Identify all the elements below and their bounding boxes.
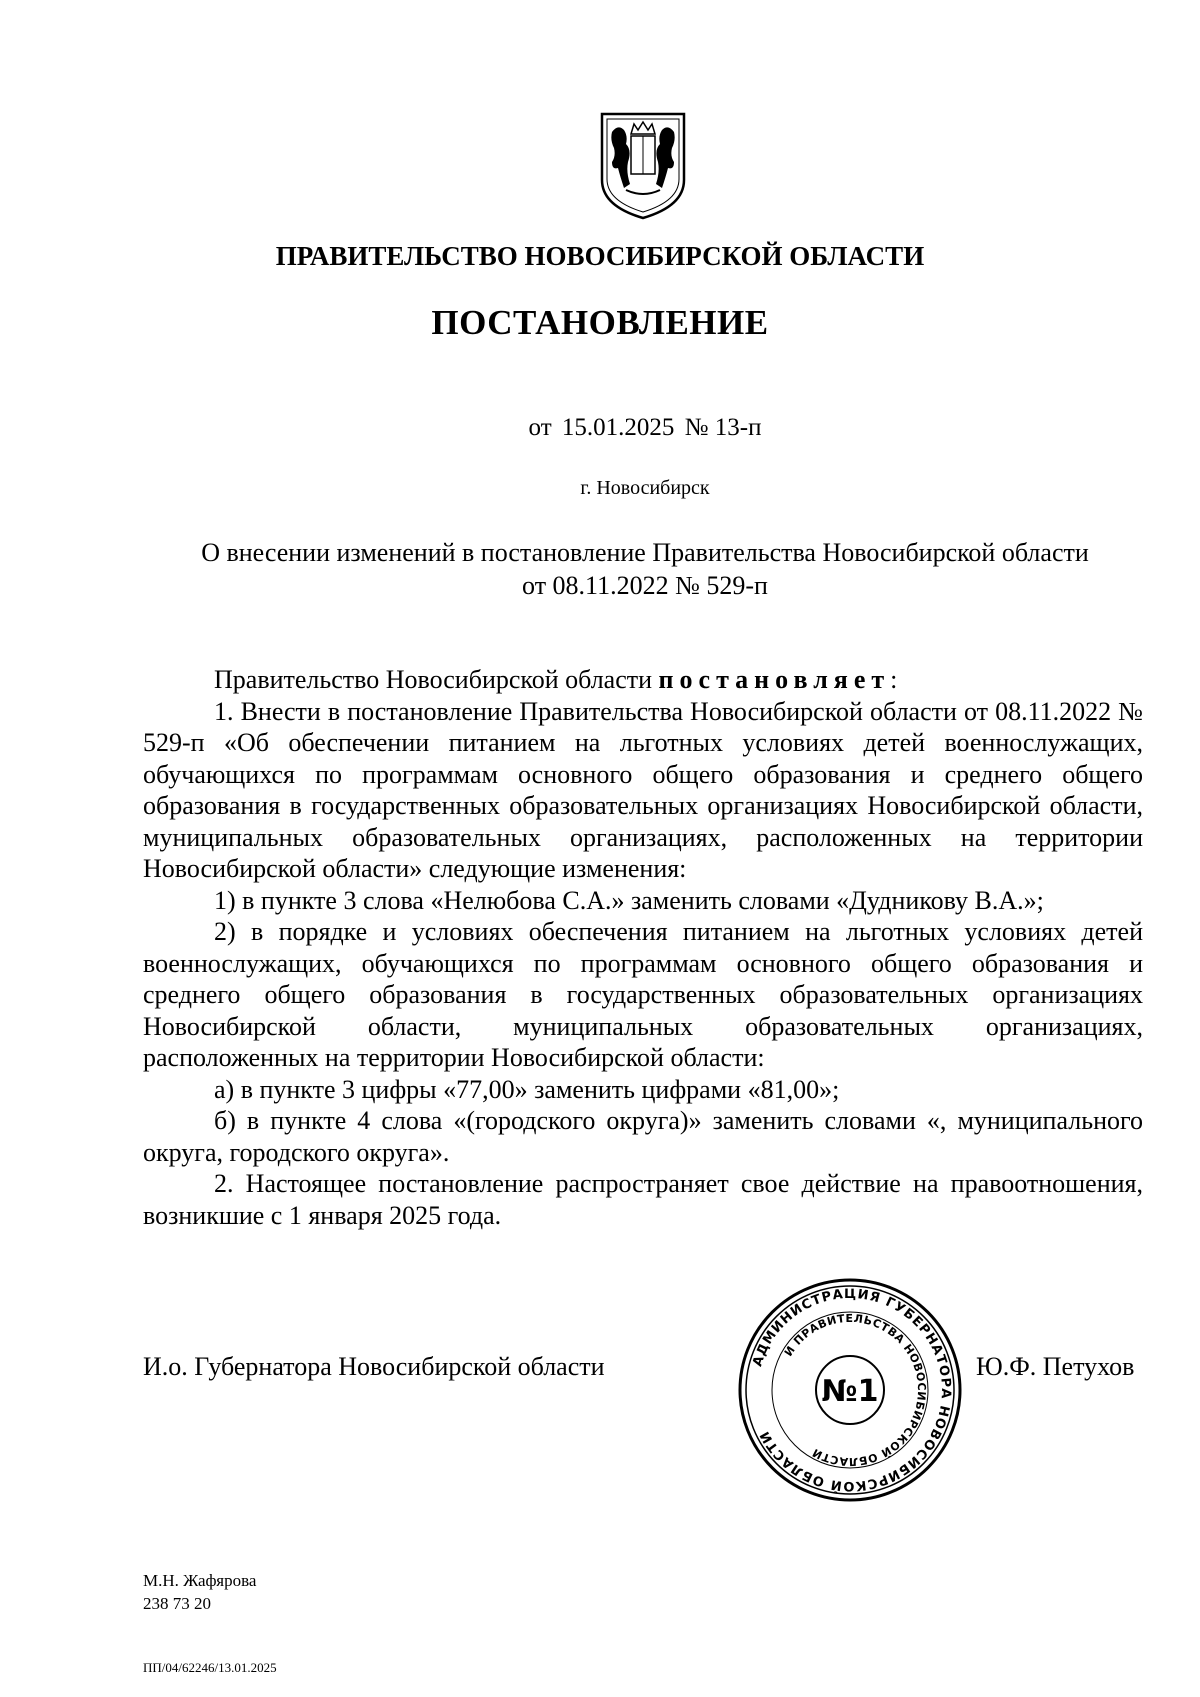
executor-phone: 238 73 20 bbox=[143, 1594, 211, 1613]
coat-of-arms-icon bbox=[598, 110, 688, 222]
intro-colon: : bbox=[890, 665, 898, 694]
seal-center-number: №1 bbox=[821, 1374, 879, 1409]
document-body bbox=[143, 664, 1143, 1231]
document-date-number bbox=[0, 414, 1200, 442]
seal-outer-text: АДМИНИСТРАЦИЯ ГУБЕРНАТОРА НОВОСИБИРСКОЙ ОБЛАСТИ bbox=[750, 1286, 954, 1494]
paragraph-1-2: 2) в порядке и условиях обеспечения питанием на льготных условиях детей военнослужащих, обучающихся по программам основного общего образования и среднего общего образования в государственных образовательных организациях Новосибирской области, муниципальных образовательных организациях, расположенных на территории Новосибирской области: bbox=[143, 917, 1143, 1072]
subject-line-1: О внесении изменений в постановление Правительства Новосибирской области bbox=[201, 538, 1089, 567]
paragraph-1-1: 1) в пункте 3 слова «Нелюбова С.А.» заменить словами «Дудникову В.А.»; bbox=[214, 885, 1044, 915]
paragraph-1-2-b: б) в пункте 4 слова «(городского округа)» заменить словами «, муниципального округа, городского округа». bbox=[143, 1106, 1143, 1167]
signatory-name: Ю.Ф. Петухов bbox=[976, 1352, 1135, 1381]
document-reference: ПП/04/62246/13.01.2025 bbox=[143, 1660, 277, 1675]
paragraph-1-2-a: а) в пункте 3 цифры «77,00» заменить цифрами «81,00»; bbox=[214, 1074, 840, 1104]
intro-paragraph bbox=[143, 664, 1143, 696]
paragraph-2: 2. Настоящее постановление распространяет свое действие на правоотношения, возникшие с 1 января 2025 года. bbox=[143, 1169, 1143, 1230]
intro-verb: постановляет bbox=[658, 665, 891, 694]
document-number: № 13-п bbox=[684, 414, 762, 441]
document-date: 15.01.2025 bbox=[561, 414, 675, 441]
document-subject bbox=[130, 536, 1160, 602]
signatory-position: И.о. Губернатора Новосибирской области bbox=[143, 1352, 605, 1381]
intro-text: Правительство Новосибирской области bbox=[214, 665, 659, 694]
city: г. Новосибирск bbox=[580, 477, 710, 499]
document-type: ПОСТАНОВЛЕНИЕ bbox=[431, 303, 769, 342]
date-prefix: от bbox=[528, 414, 552, 441]
executor-name: М.Н. Жафярова bbox=[143, 1571, 257, 1590]
organization-title: ПРАВИТЕЛЬСТВО НОВОСИБИРСКОЙ ОБЛАСТИ bbox=[275, 241, 925, 271]
official-seal bbox=[735, 1275, 965, 1505]
seal-inner-text: И ПРАВИТЕЛЬСТВА НОВОСИБИРСКОЙ ОБЛАСТИ bbox=[781, 1311, 929, 1469]
subject-line-2: от 08.11.2022 № 529-п bbox=[522, 571, 768, 600]
paragraph-1: 1. Внести в постановление Правительства Новосибирской области от 08.11.2022 № 529-п «Об обеспечении питанием на льготных условиях детей военнослужащих, обучающихся по программам основного общего образования и среднего общего образования в государственных образовательных организациях Новосибирской области, муниципальных образовательных организациях, расположенных на территории Новосибирской области» следующие изменения: bbox=[143, 696, 1143, 883]
